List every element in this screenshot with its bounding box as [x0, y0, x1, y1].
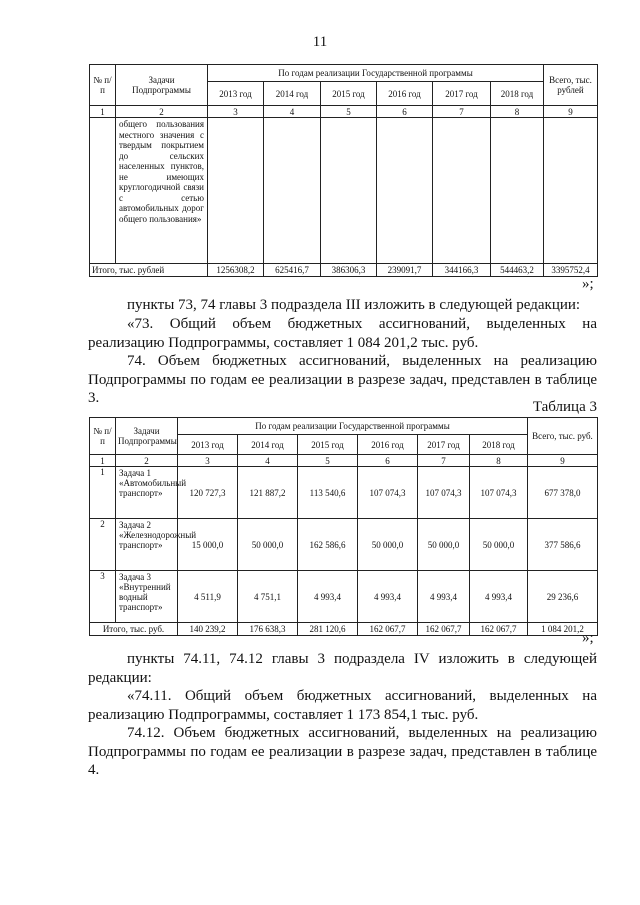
- table-row: [90, 118, 598, 264]
- table-row: [90, 519, 598, 571]
- index-cell: 9: [528, 455, 598, 467]
- value-cell: 4 993,4: [358, 571, 418, 623]
- index-cell: 1: [90, 106, 116, 118]
- col-header-year: 2016 год: [377, 82, 433, 106]
- total-cell: 1 084 201,2: [528, 623, 598, 636]
- table-caption: Таблица 3: [532, 399, 597, 415]
- row-number: 1: [90, 467, 116, 519]
- row-task: Задача 1 «Автомобильный транспорт»: [116, 467, 178, 519]
- value-cell: 107 074,3: [470, 467, 528, 519]
- value-cell: 107 074,3: [358, 467, 418, 519]
- row-number: 3: [90, 571, 116, 623]
- index-cell: 2: [116, 106, 208, 118]
- total-cell: 140 239,2: [178, 623, 238, 636]
- paragraph: пункты 74.11, 74.12 главы 3 подраздела IV изложить в следующей редакции:: [88, 651, 597, 686]
- index-cell: 8: [470, 455, 528, 467]
- total-cell: 544463,2: [491, 264, 544, 277]
- value-cell: 50 000,0: [238, 519, 298, 571]
- col-header-group: По годам реализации Государственной программы: [178, 418, 528, 435]
- task-continuation: общего пользования местного значения с твердым покрытием до сельских населенных пунктов, не имеющих круглогодичной связи с сетью автомобильных дорог общего пользования»: [116, 118, 208, 264]
- col-header-total: Всего, тыс. руб.: [528, 418, 598, 455]
- col-header-year: 2014 год: [238, 435, 298, 455]
- closing-mark: »;: [582, 276, 594, 292]
- paragraph: пункты 73, 74 главы 3 подраздела III изложить в следующей редакции:: [127, 297, 581, 313]
- index-cell: 6: [377, 106, 433, 118]
- col-header-year: 2015 год: [321, 82, 377, 106]
- total-label: Итого, тыс. руб.: [90, 623, 178, 636]
- col-header-task: Задачи Подпрограммы: [116, 418, 178, 455]
- value-cell: 15 000,0: [178, 519, 238, 571]
- total-cell: 176 638,3: [238, 623, 298, 636]
- total-cell: 1256308,2: [208, 264, 264, 277]
- col-header-group: По годам реализации Государственной программы: [208, 65, 544, 82]
- value-cell: 120 727,3: [178, 467, 238, 519]
- total-cell: 239091,7: [377, 264, 433, 277]
- value-cell: 29 236,6: [528, 571, 598, 623]
- col-header-year: 2018 год: [491, 82, 544, 106]
- col-header-year: 2018 год: [470, 435, 528, 455]
- total-cell: 162 067,7: [418, 623, 470, 636]
- col-header-task: Задачи Подпрограммы: [116, 65, 208, 106]
- value-cell: 50 000,0: [470, 519, 528, 571]
- col-header-year: 2017 год: [418, 435, 470, 455]
- value-cell: 121 887,2: [238, 467, 298, 519]
- index-cell: 7: [433, 106, 491, 118]
- closing-mark: »;: [582, 630, 594, 646]
- index-cell: 6: [358, 455, 418, 467]
- total-cell: 281 120,6: [298, 623, 358, 636]
- paragraph: «74.11. Общий объем бюджетных ассигнований, выделенных на реализацию Подпрограммы, составляет 1 173 854,1 тыс. руб.: [88, 688, 597, 723]
- index-cell: 5: [321, 106, 377, 118]
- index-cell: 2: [116, 455, 178, 467]
- col-header-year: 2014 год: [264, 82, 321, 106]
- total-cell: 162 067,7: [470, 623, 528, 636]
- row-task: Задача 2 «Железнодорожный транспорт»: [116, 519, 178, 571]
- table-row: [90, 467, 598, 519]
- value-cell: 4 993,4: [298, 571, 358, 623]
- total-cell: 3395752,4: [544, 264, 598, 277]
- paragraph: 74.12. Объем бюджетных ассигнований, выделенных на реализацию Подпрограммы по годам ее реализации в разрезе задач, представлен в таблице 4.: [88, 725, 597, 778]
- index-cell: 4: [264, 106, 321, 118]
- paragraph: 74. Объем бюджетных ассигнований, выделенных на реализацию Подпрограммы по годам ее реализации в разрезе задач, представлен в таблице 3.: [88, 353, 597, 406]
- total-cell: 162 067,7: [358, 623, 418, 636]
- index-row: [90, 106, 598, 118]
- value-cell: 4 993,4: [470, 571, 528, 623]
- table-3: [89, 417, 598, 636]
- value-cell: 50 000,0: [418, 519, 470, 571]
- col-header-total: Всего, тыс. рублей: [544, 65, 598, 106]
- table-1-continuation: [89, 64, 598, 277]
- page-number: 11: [312, 34, 328, 50]
- paragraph: «73. Общий объем бюджетных ассигнований, выделенных на реализацию Подпрограммы, составляет 1 084 201,2 тыс. руб.: [88, 316, 597, 351]
- value-cell: 4 993,4: [418, 571, 470, 623]
- col-header-no: № п/п: [90, 418, 116, 455]
- table-row: [90, 571, 598, 623]
- index-row: [90, 455, 598, 467]
- index-cell: 9: [544, 106, 598, 118]
- row-task: Задача 3 «Внутренний водный транспорт»: [116, 571, 178, 623]
- index-cell: 4: [238, 455, 298, 467]
- col-header-year: 2015 год: [298, 435, 358, 455]
- value-cell: 50 000,0: [358, 519, 418, 571]
- value-cell: 107 074,3: [418, 467, 470, 519]
- index-cell: 1: [90, 455, 116, 467]
- index-cell: 8: [491, 106, 544, 118]
- total-row: [90, 623, 598, 636]
- value-cell: 677 378,0: [528, 467, 598, 519]
- row-number: 2: [90, 519, 116, 571]
- index-cell: 3: [208, 106, 264, 118]
- index-cell: 5: [298, 455, 358, 467]
- col-header-year: 2013 год: [208, 82, 264, 106]
- col-header-year: 2017 год: [433, 82, 491, 106]
- total-row: [90, 264, 598, 277]
- index-cell: 7: [418, 455, 470, 467]
- value-cell: 113 540,6: [298, 467, 358, 519]
- col-header-year: 2016 год: [358, 435, 418, 455]
- value-cell: 4 511,9: [178, 571, 238, 623]
- total-cell: 625416,7: [264, 264, 321, 277]
- index-cell: 3: [178, 455, 238, 467]
- total-cell: 344166,3: [433, 264, 491, 277]
- value-cell: 4 751,1: [238, 571, 298, 623]
- value-cell: 162 586,6: [298, 519, 358, 571]
- total-label: Итого, тыс. рублей: [90, 264, 208, 277]
- total-cell: 386306,3: [321, 264, 377, 277]
- value-cell: 377 586,6: [528, 519, 598, 571]
- col-header-no: № п/п: [90, 65, 116, 106]
- col-header-year: 2013 год: [178, 435, 238, 455]
